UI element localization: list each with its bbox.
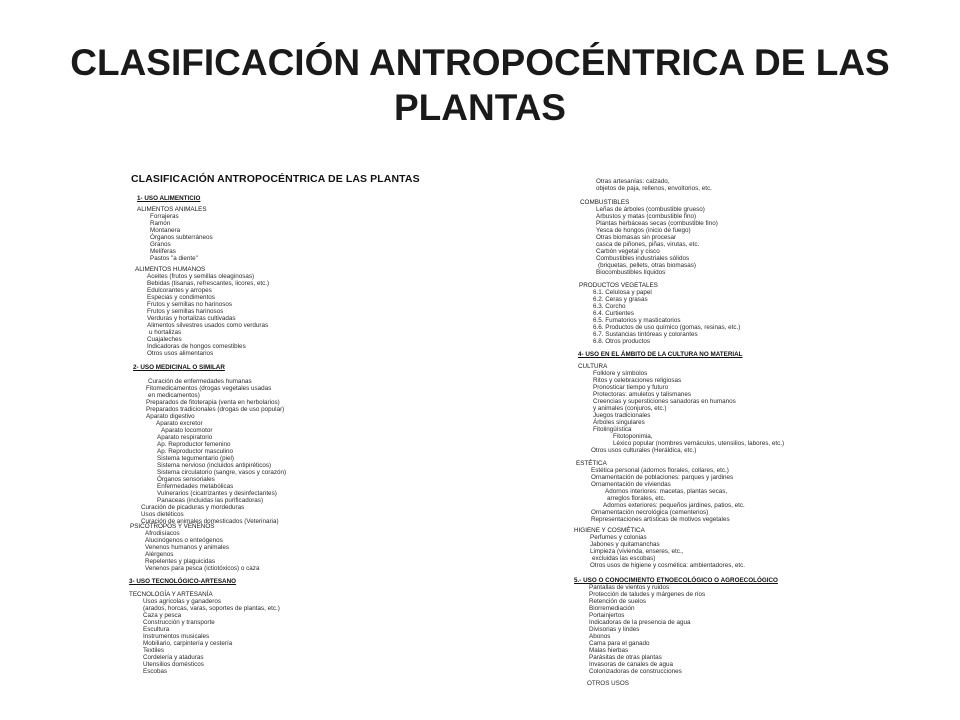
doc-right-column-line-10: Carbón vegetal y cisco — [596, 248, 660, 255]
doc-right-column-line-60: Abonos — [589, 633, 611, 640]
doc-left-column-line-45: PSICÓTROPOS Y VENENOS — [130, 523, 215, 530]
doc-right-column-line-8: Otras biomasas sin procesar — [596, 234, 677, 241]
doc-left-column-line-54: Usos agrícolas y ganaderos — [143, 598, 222, 605]
doc-left-column-line-14: Especias y condimentos — [147, 294, 215, 301]
doc-right-column-line-61: Cama para el ganado — [589, 640, 650, 647]
doc-right-column-line-23: 4- USO EN EL ÁMBITO DE LA CULTURA NO MATERIAL — [578, 351, 743, 358]
doc-right-column-line-32: Árboles singulares — [593, 419, 645, 426]
doc-right-column-line-44: Ornamentación necrológica (cementerios) — [591, 509, 709, 516]
doc-left-column-line-20: Cuajaleches — [147, 336, 182, 343]
doc-right-column-line-16: 6.2. Ceras y grasas — [593, 296, 648, 303]
doc-left-column-line-29: Aparato digestivo — [146, 413, 195, 420]
doc-left-column-line-4: Ramón — [150, 220, 171, 227]
doc-right-column-line-62: Malas hierbas — [589, 647, 629, 654]
doc-left-column-line-28: Preparados tradicionales (drogas de uso popular) — [146, 406, 285, 413]
doc-left-column-line-33: Ap. Reproductor femenino — [157, 441, 231, 448]
doc-right-column-line-3: COMBUSTIBLES — [580, 199, 630, 206]
doc-right-column-line-6: Plantas herbáceas secas (combustible fino) — [596, 220, 718, 227]
doc-right-column-line-65: Colonizadoras de construcciones — [589, 668, 682, 675]
doc-right-column-line-64: Invasoras de canales de agua — [589, 661, 674, 668]
doc-left-column-line-57: Construcción y transporte — [143, 619, 215, 626]
doc-left-column-line-22: Otros usos alimentarios — [147, 350, 214, 357]
doc-left-column-line-18: Alimentos silvestres usados como verduras — [147, 322, 269, 329]
doc-left-column-line-19: u hortalizas — [149, 329, 182, 336]
doc-right-column-line-56: Biorremediación — [589, 605, 635, 612]
doc-right-column-line-66: OTROS USOS — [587, 680, 629, 687]
doc-right-column-line-12: (briquetas, pellets, otras biomasas) — [598, 262, 696, 269]
doc-left-column-line-26: en medicamentos) — [148, 392, 200, 399]
doc-left-column-line-59: Instrumentos musicales — [143, 633, 210, 640]
doc-left-column-line-63: Utensilios domésticos — [143, 661, 204, 668]
doc-right-column-line-30: y animales (conjuros, etc.) — [593, 405, 667, 412]
doc-right-column-line-1: Otras artesanías: calzado, — [596, 178, 670, 185]
doc-right-column-line-41: Adornos interiores: macetas, plantas secas, — [605, 488, 728, 495]
doc-left-column-line-47: Alucinógenos o enteógenos — [145, 537, 223, 544]
doc-left-column-line-5: Montanera — [150, 227, 181, 234]
doc-left-column-line-8: Melíferas — [150, 248, 176, 255]
doc-left-column-line-25: Fitomedicamentos (drogas vegetales usadas — [146, 385, 272, 392]
doc-left-column-line-7: Granos — [150, 241, 171, 248]
doc-left-column-line-30: Aparato excretor — [156, 420, 203, 427]
doc-right-column-line-11: Combustibles industriales sólidos — [596, 255, 690, 262]
doc-right-column-line-7: Yesca de hongos (inicio de fuego) — [596, 227, 691, 234]
doc-right-column-line-54: Protección de taludes y márgenes de ríos — [589, 591, 706, 598]
doc-left-column-line-55: (arados, horcas, varas, soportes de plantas, etc.) — [143, 605, 280, 612]
doc-right-column-line-57: Portainjertos — [589, 612, 625, 619]
doc-left-column-line-17: Verduras y hortalizas cultivadas — [147, 315, 236, 322]
doc-right-column-line-33: Fitolingüística — [593, 426, 632, 433]
doc-left-column-line-10: ALIMENTOS HUMANOS — [135, 266, 206, 273]
doc-left-column-line-24: Curación de enfermedades humanas — [148, 378, 252, 385]
doc-right-column-line-29: Creencias y supersticiones sanadoras en humanos — [593, 398, 736, 405]
doc-left-column-line-60: Mobiliario, carpintería y cestería — [143, 640, 233, 647]
doc-left-column-line-56: Caza y pesca — [143, 612, 182, 619]
doc-right-column-line-37: ESTÉTICA — [576, 460, 607, 467]
slide-title-line-1: CLASIFICACIÓN ANTROPOCÉNTRICA DE LAS — [70, 42, 890, 83]
doc-left-column-line-16: Frutos y semillas harinosos — [147, 308, 224, 315]
doc-left-column-line-64: Escobas — [143, 668, 168, 675]
doc-left-column-line-50: Repelentes y plaguicidas — [145, 558, 216, 565]
doc-left-column-line-39: Enfermedades metabólicas — [157, 483, 234, 490]
doc-left-column-line-27: Preparados de fitoterapia (venta en herbolarios) — [146, 399, 280, 406]
doc-left-column-line-15: Frutos y semillas no harinosos — [147, 301, 233, 308]
doc-right-column-line-35: Léxico popular (nombres vernáculos, utensilios, labores, etc.) — [613, 440, 785, 447]
doc-left-column-line-37: Sistema circulatorio (sangre, vasos y corazón) — [157, 469, 287, 476]
doc-left-column-line-32: Aparato respiratorio — [157, 434, 213, 441]
doc-left-column-line-61: Textiles — [143, 647, 164, 654]
doc-left-column-line-11: Aceites (frutos y semillas oleaginosas) — [147, 273, 255, 280]
doc-left-column-line-42: Curación de picaduras y mordeduras — [141, 504, 245, 511]
doc-right-column-line-58: Indicadoras de la presencia de agua — [589, 619, 691, 626]
doc-left-column-line-13: Edulcorantes y arropes — [147, 287, 212, 294]
doc-right-column-line-43: Adornos exteriores: pequeños jardines, patios, etc. — [603, 502, 745, 509]
doc-right-column-line-21: 6.7. Sustancias tintóreas y colorantes — [593, 331, 698, 338]
doc-right-column-line-13: Biocombustibles líquidos — [596, 269, 666, 276]
doc-left-column-line-6: Órganos subterráneos — [150, 234, 213, 241]
doc-left-column-line-1: 1- USO ALIMENTICIO — [137, 195, 201, 202]
doc-right-column-line-50: excluidas las escobas) — [592, 555, 656, 562]
doc-left-column-line-40: Vulnerarios (cicatrizantes y desinfectantes) — [157, 490, 277, 497]
doc-left-column-line-53: TECNOLOGÍA Y ARTESANÍA — [129, 591, 213, 598]
doc-right-column-line-17: 6.3. Corcho — [593, 303, 626, 310]
doc-right-column-line-49: Limpieza (vivienda, enseres, etc., — [590, 548, 684, 555]
doc-right-column-line-27: Pronosticar tiempo y futuro — [593, 384, 669, 391]
doc-right-column-line-42: arreglos florales, etc. — [607, 495, 666, 502]
doc-left-column-line-44: Curación de animales domesticados (Veterinaria) — [141, 518, 279, 525]
doc-right-column-line-48: Jabones y quitamanchas — [590, 541, 660, 548]
doc-left-column-line-3: Forrajeras — [150, 213, 179, 220]
doc-right-column-line-18: 6.4. Curtientes — [593, 310, 634, 317]
doc-right-column-line-19: 6.5. Fumatorios y masticatorios — [593, 317, 681, 324]
doc-right-column-line-20: 6.6. Productos de uso químico (gomas, resinas, etc.) — [593, 324, 741, 331]
doc-left-column-line-46: Afrodisíacos — [145, 530, 180, 537]
doc-right-column-line-24: CULTURA — [578, 363, 608, 370]
doc-left-column-line-34: Ap. Reproductor masculino — [157, 448, 233, 455]
doc-left-column-line-41: Panaceas (incluidas las purificadoras) — [157, 497, 264, 504]
doc-left-column-line-21: Indicadoras de hongos comestibles — [147, 343, 246, 350]
doc-left-column-line-48: Venenos humanos y animales — [145, 544, 230, 551]
doc-right-column-line-26: Ritos y celebraciones religiosas — [593, 377, 682, 384]
doc-left-column-line-36: Sistema nervioso (incluidos antipiréticos) — [157, 462, 272, 469]
doc-left-column-line-31: Aparato locomotor — [161, 427, 213, 434]
doc-right-column-line-52: 5.- USO O CONOCIMIENTO ETNOECOLÓGICO O AGROECOLÓGICO — [574, 577, 778, 584]
doc-right-column-line-63: Parásitas de otras plantas — [589, 654, 662, 661]
doc-right-column-line-2: objetos de paja, rellenos, envoltorios, etc. — [596, 185, 712, 192]
doc-right-column-line-38: Estética personal (adornos florales, collares, etc.) — [591, 467, 729, 474]
doc-right-column-line-51: Otros usos de higiene y cosmética: ambientadores, etc. — [590, 562, 746, 569]
doc-right-column-line-39: Ornamentación de poblaciones: parques y jardines — [591, 474, 734, 481]
doc-left-column-line-2: ALIMENTOS ANIMALES — [137, 206, 207, 213]
doc-right-column-line-14: PRODUCTOS VEGETALES — [579, 282, 658, 289]
doc-left-column-line-58: Escultura — [143, 626, 170, 633]
doc-right-column-line-31: Juegos tradicionales — [593, 412, 651, 419]
doc-right-column-line-45: Representaciones artísticas de motivos vegetales — [591, 516, 730, 523]
doc-right-column-line-46: HIGIENE Y COSMÉTICA — [574, 527, 645, 534]
slide-title-line-2: PLANTAS — [394, 87, 566, 128]
doc-left-column-line-23: 2- USO MEDICINAL O SIMILAR — [133, 364, 225, 371]
document-title: CLASIFICACIÓN ANTROPOCÉNTRICA DE LAS PLANTAS — [131, 173, 420, 185]
doc-right-column-line-5: Arbustos y matas (combustible fino) — [596, 213, 697, 220]
doc-right-column-line-40: Ornamentación de viviendas — [591, 481, 671, 488]
doc-right-column-line-15: 6.1. Celulosa y papel — [593, 289, 652, 296]
doc-left-column-line-62: Cordelería y ataduras — [143, 654, 204, 661]
doc-left-column-line-9: Pastos "a diente" — [150, 255, 198, 262]
doc-right-column-line-28: Protectoras: amuletos y talismanes — [593, 391, 691, 398]
doc-right-column-line-34: Fitotoponimia, — [613, 433, 653, 440]
doc-left-column-line-49: Alérgenos — [145, 551, 174, 558]
doc-right-column-line-55: Retención de suelos — [589, 598, 647, 605]
doc-right-column-line-9: casca de piñones, piñas, virutas, etc. — [596, 241, 700, 248]
doc-left-column-line-51: Venenos para pesca (ictiotóxicos) o caza — [145, 565, 260, 572]
doc-left-column-line-35: Sistema tegumentario (piel) — [157, 455, 234, 462]
doc-left-column-line-43: Usos dietéticos — [141, 511, 184, 518]
doc-right-column-line-59: Divisorias y lindes — [589, 626, 640, 633]
doc-left-column-line-38: Órganos sensoriales — [157, 476, 215, 483]
doc-left-column-line-12: Bebidas (tisanas, refrescantes, licores, etc.) — [147, 280, 270, 287]
doc-right-column-line-53: Pantallas de vientos y ruidos — [589, 584, 670, 591]
doc-right-column-line-36: Otros usos culturales (Heráldica, etc.) — [591, 447, 697, 454]
doc-left-column-line-52: 3- USO TECNOLÓGICO-ARTESANO — [129, 578, 237, 585]
doc-right-column-line-25: Folklore y símbolos — [593, 370, 648, 377]
doc-right-column-line-4: Leñas de árboles (combustible grueso) — [596, 206, 705, 213]
doc-right-column-line-22: 6.8. Otros productos — [593, 338, 651, 345]
slide-title — [40, 40, 920, 130]
doc-right-column-line-47: Perfumes y colonias — [590, 534, 647, 541]
